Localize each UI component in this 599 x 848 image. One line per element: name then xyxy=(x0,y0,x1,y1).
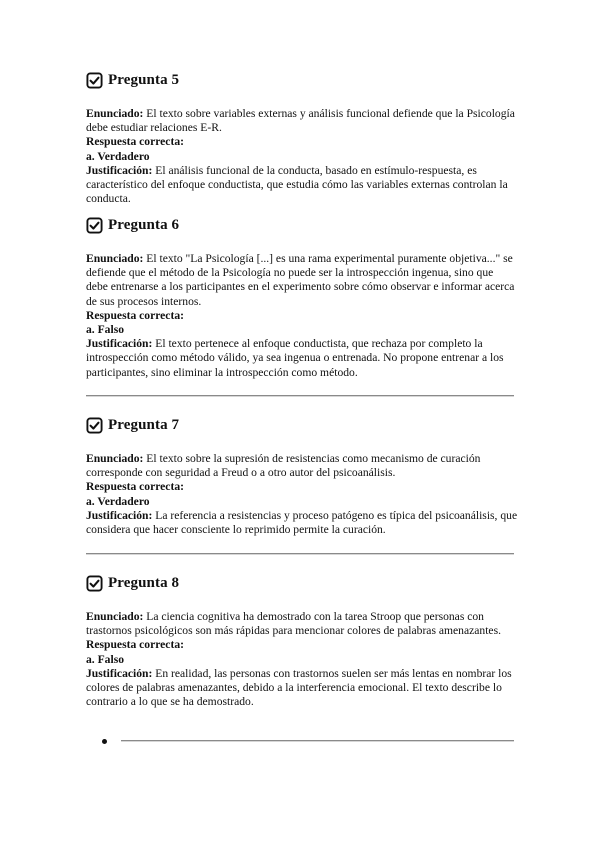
enunciado-label: Enunciado: xyxy=(86,107,144,120)
separator-line xyxy=(121,740,514,742)
question-title: Pregunta 8 xyxy=(108,574,180,591)
respuesta-label: Respuesta correcta: xyxy=(86,480,184,494)
question-body xyxy=(86,252,518,380)
enunciado-paragraph xyxy=(86,107,518,135)
question-header xyxy=(86,573,518,593)
respuesta-value: a. Verdadero xyxy=(86,149,150,163)
question-block xyxy=(86,573,518,709)
enunciado-text: El texto sobre la supresión de resistencias como mecanismo de curación corresponde con seguridad a Freud o a otro autor del psicoanálisis. xyxy=(86,452,481,480)
respuesta-value: a. Verdadero xyxy=(86,494,150,508)
question-header xyxy=(86,215,518,235)
justificacion-label: Justificación: xyxy=(86,337,153,351)
enunciado-paragraph xyxy=(86,452,518,480)
justificacion-label: Justificación: xyxy=(86,163,153,177)
checkbox-checked-icon xyxy=(86,217,103,234)
question-header xyxy=(86,70,518,90)
question-title: Pregunta 6 xyxy=(108,216,180,233)
justificacion-text: En realidad, las personas con trastornos suelen ser más lentas en nombrar los colores de palabras amenazantes, debido a la interferencia emocional. El texto describe lo contrario a lo que se ha demostrado. xyxy=(86,666,512,709)
question-header xyxy=(86,415,518,435)
justificacion-label: Justificación: xyxy=(86,666,153,680)
question-block xyxy=(86,70,518,206)
separator-line xyxy=(86,395,514,397)
justificacion-paragraph xyxy=(86,337,518,380)
separator-line xyxy=(86,553,514,555)
enunciado-paragraph xyxy=(86,252,518,309)
respuesta-value: a. Falso xyxy=(86,652,125,666)
question-title: Pregunta 5 xyxy=(108,71,180,88)
enunciado-text: El texto sobre variables externas y análisis funcional defiende que la Psicología debe estudiar relaciones E-R. xyxy=(86,107,515,135)
respuesta-label: Respuesta correcta: xyxy=(86,135,184,149)
enunciado-label: Enunciado: xyxy=(86,452,144,465)
justificacion-text: El análisis funcional de la conducta, basado en estímulo-respuesta, es característico del enfoque conductista, que estudia cómo las variables externas controlan la conducta. xyxy=(86,163,508,206)
question-block xyxy=(86,415,518,537)
question-body xyxy=(86,610,518,709)
justificacion-text: El texto pertenece al enfoque conductista, que rechaza por completo la introspección como método válido, ya sea ingenua o entrenada. No propone entrenar a los participantes, sino eliminar la introspección como método. xyxy=(86,337,504,379)
checkbox-checked-icon xyxy=(86,72,103,89)
respuesta-label: Respuesta correcta: xyxy=(86,308,184,322)
enunciado-text: El texto "La Psicología [...] es una rama experimental puramente objetiva..." se defiende que el método de la Psicología no puede ser la introspección ingenua, sino que debe entrenarse a los participantes en el experimento sobre cómo observar e informar acerca de sus procesos internos. xyxy=(86,252,515,308)
checkbox-checked-icon xyxy=(86,417,103,434)
justificacion-paragraph xyxy=(86,667,518,710)
question-body xyxy=(86,107,518,206)
checkbox-checked-icon xyxy=(86,575,103,592)
question-body xyxy=(86,452,518,537)
enunciado-label: Enunciado: xyxy=(86,252,144,265)
question-block xyxy=(86,215,518,380)
justificacion-paragraph xyxy=(86,164,518,207)
respuesta-value: a. Falso xyxy=(86,323,125,337)
justificacion-paragraph xyxy=(86,509,518,537)
justificacion-text: La referencia a resistencias y proceso patógeno es típica del psicoanálisis, que considera que hacer consciente lo reprimido permite la curación. xyxy=(86,508,518,537)
question-title: Pregunta 7 xyxy=(108,416,180,433)
enunciado-text: La ciencia cognitiva ha demostrado con la tarea Stroop que personas con trastornos psicológicos son más rápidas para mencionar colores de palabras amenazantes. xyxy=(86,610,501,638)
enunciado-label: Enunciado: xyxy=(86,610,144,623)
justificacion-label: Justificación: xyxy=(86,508,153,522)
enunciado-paragraph xyxy=(86,610,518,638)
respuesta-label: Respuesta correcta: xyxy=(86,638,184,652)
list-bullet xyxy=(102,739,107,744)
